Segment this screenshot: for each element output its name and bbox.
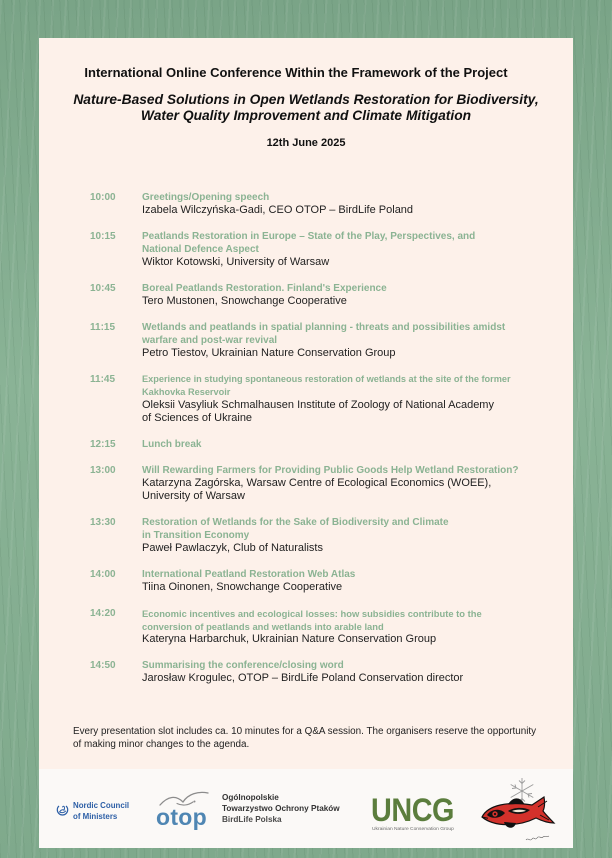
agenda-item xyxy=(90,464,570,503)
session-details xyxy=(142,438,570,451)
speaker-line: Katarzyna Zagórska, Warsaw Centre of Ecological Economics (WOEE), xyxy=(142,477,492,489)
session-title-line: International Peatland Restoration Web Atlas xyxy=(142,569,356,580)
signature-mark xyxy=(526,836,549,840)
agenda-note-line: of making minor changes to the agenda. xyxy=(73,739,250,750)
otop-name-line: Towarzystwo Ochrony Ptaków xyxy=(222,804,340,813)
session-details xyxy=(142,191,570,217)
session-title-line: Will Rewarding Farmers for Providing Public Goods Help Wetland Restoration? xyxy=(142,465,519,476)
agenda-note xyxy=(73,725,536,751)
session-details xyxy=(142,568,570,594)
project-title-line: Water Quality Improvement and Climate Mitigation xyxy=(140,108,472,123)
agenda-item xyxy=(90,516,570,555)
otop-logo-text xyxy=(222,792,340,825)
session-title-line: Experience in studying spontaneous restoration of wetlands at the site of the former xyxy=(142,374,511,384)
agenda-item xyxy=(90,607,570,646)
agenda-list xyxy=(90,191,570,698)
nordic-council-line: of Ministers xyxy=(73,812,118,821)
session-title-line: Boreal Peatlands Restoration. Finland's Experience xyxy=(142,283,387,294)
session-title-line: Wetlands and peatlands in spatial planning - threats and possibilities amidst xyxy=(142,322,506,333)
session-details xyxy=(142,282,570,308)
agenda-item xyxy=(90,568,570,594)
nordic-council-line: Nordic Council xyxy=(73,801,130,810)
agenda-item xyxy=(90,282,570,308)
speaker-line: Paweł Pawlaczyk, Club of Naturalists xyxy=(142,542,323,554)
session-details xyxy=(142,607,570,646)
agenda-card xyxy=(39,38,573,848)
agenda-item xyxy=(90,230,570,269)
otop-name-line: BirdLife Polska xyxy=(222,815,282,824)
speaker-line: Jarosław Krogulec, OTOP – BirdLife Poland Conservation director xyxy=(142,672,464,684)
speaker-line: Izabela Wilczyńska-Gadi, CEO OTOP – BirdLife Poland xyxy=(142,204,414,216)
speaker-line: Petro Tiestov, Ukrainian Nature Conservation Group xyxy=(142,347,396,359)
agenda-item xyxy=(90,321,570,360)
speaker-line: University of Warsaw xyxy=(142,490,245,502)
otop-wordmark: otop xyxy=(156,804,208,830)
swan-icon xyxy=(56,803,69,816)
project-title-line: Nature-Based Solutions in Open Wetlands Restoration for Biodiversity, xyxy=(73,92,539,107)
agenda-item xyxy=(90,373,570,425)
speaker-line: of Sciences of Ukraine xyxy=(142,412,253,424)
session-time: 13:00 xyxy=(90,465,116,476)
session-details xyxy=(142,321,570,360)
uncg-wordmark: UNCG xyxy=(371,792,454,828)
project-title xyxy=(39,92,573,124)
session-title-line: in Transition Economy xyxy=(142,530,250,541)
session-time: 10:00 xyxy=(90,192,116,203)
speaker-line: Tero Mustonen, Snowchange Cooperative xyxy=(142,295,347,307)
uncg-tagline: Ukrainian Nature Conservation Group xyxy=(372,827,454,832)
session-time: 11:15 xyxy=(90,322,116,333)
agenda-item xyxy=(90,659,570,685)
speaker-line: Tiina Oinonen, Snowchange Cooperative xyxy=(142,581,343,593)
session-details xyxy=(142,659,570,685)
session-details xyxy=(142,464,570,503)
session-title-line: Peatlands Restoration in Europe – State of the Play, Perspectives, and xyxy=(142,231,476,242)
session-title-line: conversion of peatlands and wetlands into arable land xyxy=(142,621,384,632)
agenda-note-line: Every presentation slot includes ca. 10 minutes for a Q&A session. The organisers reserve the opportunity xyxy=(73,726,537,737)
conference-title: International Online Conference Within the Framework of the Project xyxy=(84,65,508,80)
salmon-icon xyxy=(482,797,554,828)
nordic-council-logo-text xyxy=(73,800,129,822)
agenda-item xyxy=(90,191,570,217)
session-time: 14:00 xyxy=(90,569,116,580)
session-title-line: Economic incentives and ecological losses: how subsidies contribute to the xyxy=(142,608,482,619)
session-time: 13:30 xyxy=(90,517,116,528)
speaker-line: Kateryna Harbarchuk, Ukrainian Nature Conservation Group xyxy=(142,633,437,645)
partner-logos xyxy=(39,769,573,848)
session-title-line: warfare and post-war revival xyxy=(142,335,278,346)
session-time: 14:20 xyxy=(90,608,116,619)
session-details xyxy=(142,373,570,425)
speaker-line: Oleksii Vasyliuk Schmalhausen Institute of Zoology of National Academy xyxy=(142,399,494,411)
session-time: 11:45 xyxy=(90,374,116,385)
session-title-line: Restoration of Wetlands for the Sake of Biodiversity and Climate xyxy=(142,517,449,528)
session-title-line: Greetings/Opening speech xyxy=(142,192,270,203)
session-details xyxy=(142,516,570,555)
agenda-item xyxy=(90,438,570,451)
session-title-line: Summarising the conference/closing word xyxy=(142,660,344,671)
speaker-line: Wiktor Kotowski, University of Warsaw xyxy=(142,256,330,268)
conference-date: 12th June 2025 xyxy=(266,137,346,149)
session-details xyxy=(142,230,570,269)
session-time: 12:15 xyxy=(90,439,116,450)
otop-name-line: Ogólnopolskie xyxy=(222,793,279,802)
salmon-snowflake-icon xyxy=(478,777,558,847)
session-title-line: Lunch break xyxy=(142,439,202,450)
session-title-line: Kakhovka Reservoir xyxy=(142,387,231,397)
session-time: 10:15 xyxy=(90,231,116,242)
session-title-line: National Defence Aspect xyxy=(142,244,259,255)
session-time: 14:50 xyxy=(90,660,116,671)
session-time: 10:45 xyxy=(90,283,116,294)
